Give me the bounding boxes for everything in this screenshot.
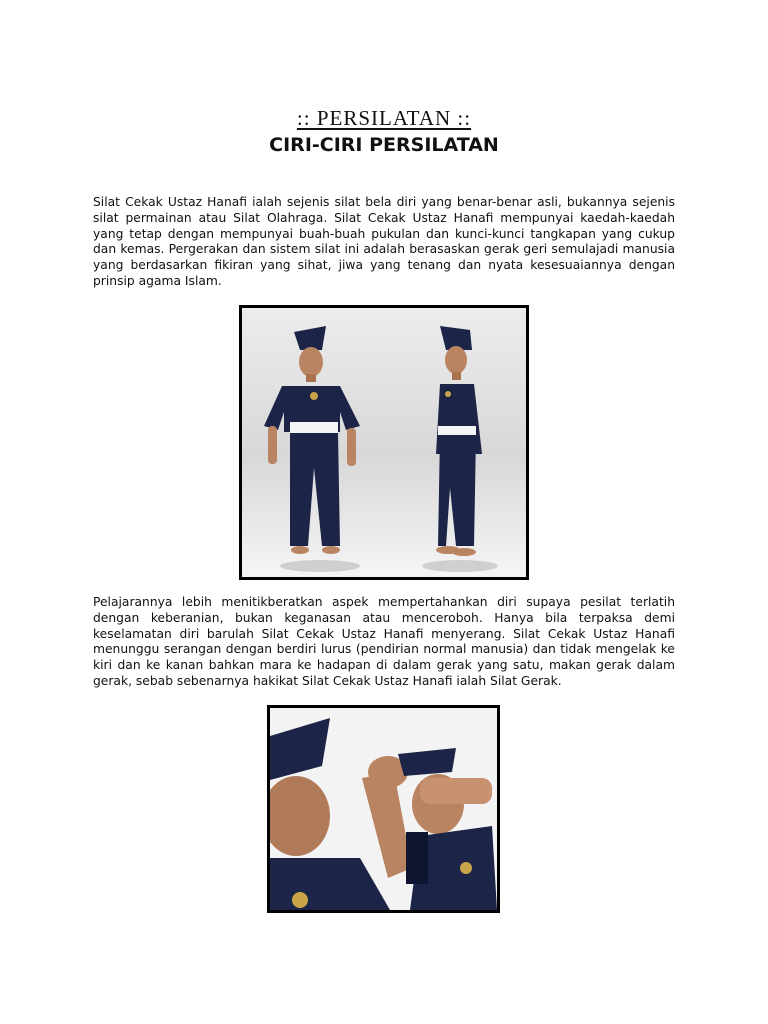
photo-strike-closeup (267, 705, 500, 913)
paragraph-intro: Silat Cekak Ustaz Hanafi ialah sejenis silat bela diri yang benar-benar asli, bukannya sejenis silat permainan atau Silat Olahraga. Silat Cekak Ustaz Hanafi mempunyai kaedah-kaedah yang tetap dengan mempunyai buah-buah pukulan dan kunci-kunci tangkapan yang cukup dan kemas. Pergerakan dan sistem silat ini adalah berasaskan gerak geri semulajadi manusia yang berdasarkan fikiran yang sihat, jiwa yang tenang dan nyata kesesuaiannya dengan prinsip agama Islam. (93, 195, 675, 288)
photo-uniform-standing (239, 305, 529, 580)
strike-illustration (270, 708, 497, 910)
paragraph-principles: Pelajarannya lebih menitikberatkan aspek mempertahankan diri supaya pesilat terlatih dengan keberanian, bukan keganasan atau menceroboh. Hanya bila terpaksa demi keselamatan diri barulah Silat Cekak Ustaz Hanafi menyerang. Silat Cekak Ustaz Hanafi menunggu serangan dengan berdiri lurus (pendirian normal manusia) dan tidak mengelak ke kiri dan ke kanan bahkan mara ke hadapan di dalam gerak yang satu, makan gerak dalam gerak, sebab sebenarnya hakikat Silat Cekak Ustaz Hanafi ialah Silat Gerak. (93, 595, 675, 688)
section-heading: :: PERSILATAN :: (296, 106, 472, 130)
figure-front (264, 326, 360, 554)
standing-figures-illustration (242, 308, 526, 577)
figure-side (436, 326, 482, 556)
page-title: CIRI-CIRI PERSILATAN (269, 134, 499, 156)
